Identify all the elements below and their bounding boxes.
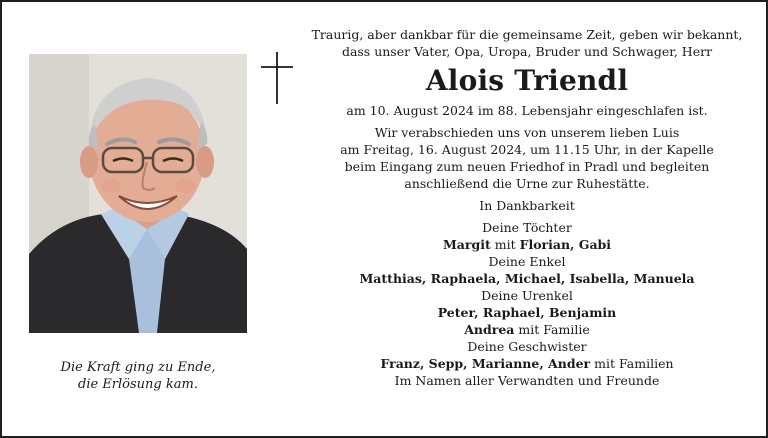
cross-icon (259, 52, 295, 108)
siblings-suffix: mit Familien (590, 356, 674, 371)
daughters-connector: mit (490, 237, 520, 252)
farewell-line-3: beim Eingang zum neuen Friedhof in Pradl und begleiten (344, 159, 710, 174)
siblings-line (302, 355, 752, 372)
obituary-text (302, 26, 752, 389)
grandchildren-label: Deine Enkel (488, 254, 566, 269)
andrea-line (302, 321, 752, 338)
daughters-label: Deine Töchter (482, 220, 572, 235)
andrea-suffix: mit Familie (514, 322, 590, 337)
daughters-names (302, 236, 752, 253)
andrea-name: Andrea (464, 322, 515, 337)
siblings-names: Franz, Sepp, Marianne, Ander (380, 356, 591, 371)
great-grandchildren-names: Peter, Raphael, Benjamin (437, 305, 617, 320)
farewell-line-2: am Freitag, 16. August 2024, um 11.15 Uhr, in der Kapelle (340, 142, 714, 157)
quote-line-2: die Erlösung kam. (78, 377, 198, 392)
quote-line-1: Die Kraft ging zu Ende, (60, 360, 216, 375)
portrait-photo (29, 54, 247, 333)
portrait-illustration (29, 54, 247, 333)
deceased-name: Alois Triendl (425, 64, 629, 97)
siblings-label: Deine Geschwister (467, 339, 587, 354)
farewell-line-4: anschließend die Urne zur Ruhestätte. (404, 176, 650, 191)
gratitude-line: In Dankbarkeit (479, 198, 575, 213)
farewell-line-1: Wir verabschieden uns von unserem lieben Luis (374, 125, 680, 140)
quote-block (29, 359, 247, 393)
daughters-partners: Florian, Gabi (519, 237, 612, 252)
intro-line-2: dass unser Vater, Opa, Uropa, Bruder und Schwager, Herr (341, 44, 713, 59)
closing-line: Im Namen aller Verwandten und Freunde (394, 373, 660, 388)
intro-line-1: Traurig, aber dankbar für die gemeinsame Zeit, geben wir bekannt, (311, 27, 743, 42)
grandchildren-names: Matthias, Raphaela, Michael, Isabella, Manuela (359, 271, 695, 286)
daughter-name: Margit (442, 237, 491, 252)
great-grandchildren-label: Deine Urenkel (481, 288, 573, 303)
death-notice: am 10. August 2024 im 88. Lebensjahr eingeschlafen ist. (346, 103, 708, 118)
